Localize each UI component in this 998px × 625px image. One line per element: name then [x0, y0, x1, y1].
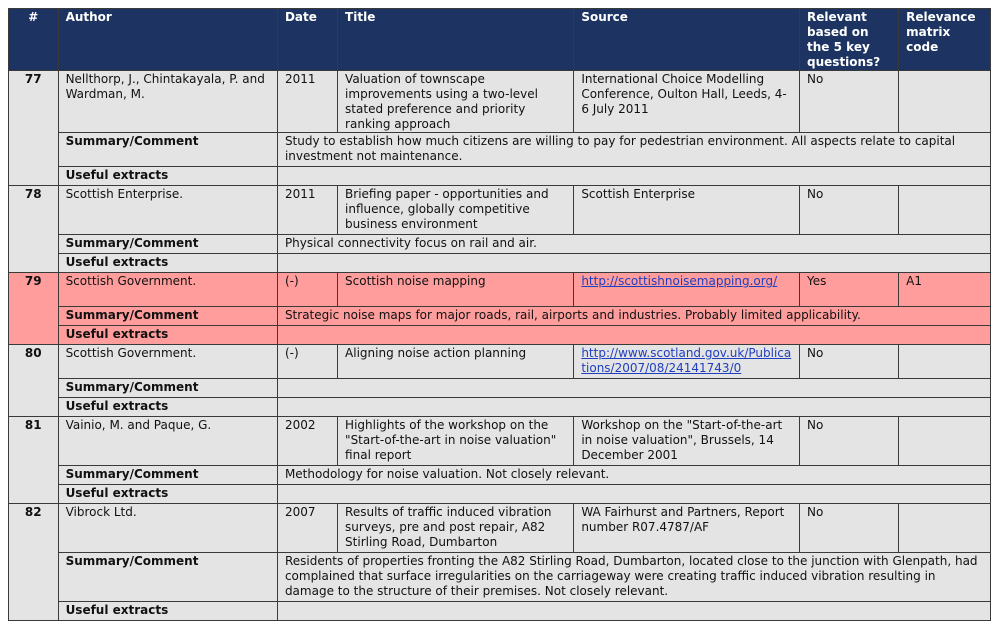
extracts-text	[277, 398, 990, 417]
summary-text: Study to establish how much citizens are willing to pay for pedestrian environment. All aspects relate to capital investment not maintenance.	[277, 133, 990, 167]
entry-row-highlighted	[9, 273, 991, 307]
source-link[interactable]: http://www.scotland.gov.uk/Publications/2007/08/24141743/0	[581, 346, 792, 375]
header-row	[9, 9, 991, 71]
entry-matrix-code	[899, 345, 991, 379]
summary-text	[277, 379, 990, 398]
header-title: Title	[338, 9, 574, 71]
extracts-text	[277, 254, 990, 273]
entry-source: WA Fairhurst and Partners, Report number R07.4787/AF	[574, 504, 800, 553]
literature-review-table	[8, 8, 991, 621]
summary-label: Summary/Comment	[58, 235, 277, 254]
extracts-label: Useful extracts	[58, 602, 277, 621]
entry-title: Aligning noise action planning	[338, 345, 574, 379]
summary-row	[9, 133, 991, 167]
entry-title: Valuation of townscape improvements using a two-level stated preference and priority ranking approach	[338, 71, 574, 133]
header-matrix-code: Relevance matrix code	[899, 9, 991, 71]
entry-row	[9, 417, 991, 466]
source-link[interactable]: http://scottishnoisemapping.org/	[581, 274, 778, 288]
entry-date: 2002	[277, 417, 337, 466]
entry-author: Vibrock Ltd.	[58, 504, 277, 553]
summary-label: Summary/Comment	[58, 466, 277, 485]
entry-matrix-code	[899, 186, 991, 235]
summary-row	[9, 235, 991, 254]
extracts-row	[9, 167, 991, 186]
entry-source: Workshop on the "Start-of-the-art in noise valuation", Brussels, 14 December 2001	[574, 417, 800, 466]
entry-date: (-)	[277, 345, 337, 379]
header-source: Source	[574, 9, 800, 71]
extracts-row	[9, 398, 991, 417]
entry-relevant: No	[800, 345, 899, 379]
header-author: Author	[58, 9, 277, 71]
summary-text: Physical connectivity focus on rail and air.	[277, 235, 990, 254]
summary-row	[9, 307, 991, 326]
summary-text: Methodology for noise valuation. Not closely relevant.	[277, 466, 990, 485]
extracts-text	[277, 326, 990, 345]
entry-matrix-code	[899, 417, 991, 466]
entry-author: Nellthorp, J., Chintakayala, P. and Wardman, M.	[58, 71, 277, 133]
extracts-text	[277, 485, 990, 504]
entry-relevant: No	[800, 186, 899, 235]
entry-number: 80	[9, 345, 59, 417]
entry-date: (-)	[277, 273, 337, 307]
entry-source: International Choice Modelling Conference, Oulton Hall, Leeds, 4-6 July 2011	[574, 71, 800, 133]
entry-matrix-code	[899, 71, 991, 133]
entry-number: 79	[9, 273, 59, 345]
summary-label: Summary/Comment	[58, 307, 277, 326]
entry-relevant: No	[800, 71, 899, 133]
summary-label: Summary/Comment	[58, 379, 277, 398]
extracts-row	[9, 326, 991, 345]
header-number: #	[9, 9, 59, 71]
extracts-row	[9, 602, 991, 621]
entry-row	[9, 504, 991, 553]
entry-author: Scottish Government.	[58, 273, 277, 307]
entry-author: Vainio, M. and Paque, G.	[58, 417, 277, 466]
entry-source: Scottish Enterprise	[574, 186, 800, 235]
entry-matrix-code	[899, 504, 991, 553]
entry-number: 81	[9, 417, 59, 504]
summary-row	[9, 553, 991, 602]
entry-source	[574, 273, 800, 307]
summary-row	[9, 466, 991, 485]
entry-date: 2011	[277, 186, 337, 235]
entry-matrix-code: A1	[899, 273, 991, 307]
entry-row	[9, 345, 991, 379]
entry-title: Highlights of the workshop on the "Start-of-the-art in noise valuation" final report	[338, 417, 574, 466]
entry-relevant: No	[800, 417, 899, 466]
extracts-label: Useful extracts	[58, 398, 277, 417]
extracts-text	[277, 602, 990, 621]
entry-row	[9, 186, 991, 235]
entry-date: 2007	[277, 504, 337, 553]
entry-number: 77	[9, 71, 59, 186]
entry-author: Scottish Enterprise.	[58, 186, 277, 235]
entry-relevant: No	[800, 504, 899, 553]
entry-number: 78	[9, 186, 59, 273]
entry-source	[574, 345, 800, 379]
extracts-label: Useful extracts	[58, 326, 277, 345]
extracts-row	[9, 254, 991, 273]
extracts-label: Useful extracts	[58, 167, 277, 186]
summary-row	[9, 379, 991, 398]
header-date: Date	[277, 9, 337, 71]
summary-text: Residents of properties fronting the A82 Stirling Road, Dumbarton, located close to the junction with Glenpath, had complained that surface irregularities on the carriageway were creating traffic induced vibration resulting in damage to the structure of their premises. Not closely relevant.	[277, 553, 990, 602]
extracts-label: Useful extracts	[58, 254, 277, 273]
entry-author: Scottish Government.	[58, 345, 277, 379]
entry-date: 2011	[277, 71, 337, 133]
summary-label: Summary/Comment	[58, 133, 277, 167]
header-relevant: Relevant based on the 5 key questions?	[800, 9, 899, 71]
entry-title: Scottish noise mapping	[338, 273, 574, 307]
extracts-row	[9, 485, 991, 504]
entry-number: 82	[9, 504, 59, 621]
entry-title: Briefing paper - opportunities and influence, globally competitive business environment	[338, 186, 574, 235]
extracts-text	[277, 167, 990, 186]
entry-row	[9, 71, 991, 133]
extracts-label: Useful extracts	[58, 485, 277, 504]
summary-label: Summary/Comment	[58, 553, 277, 602]
entry-title: Results of traffic induced vibration surveys, pre and post repair, A82 Stirling Road, Dumbarton	[338, 504, 574, 553]
summary-text: Strategic noise maps for major roads, rail, airports and industries. Probably limited applicability.	[277, 307, 990, 326]
entry-relevant: Yes	[800, 273, 899, 307]
